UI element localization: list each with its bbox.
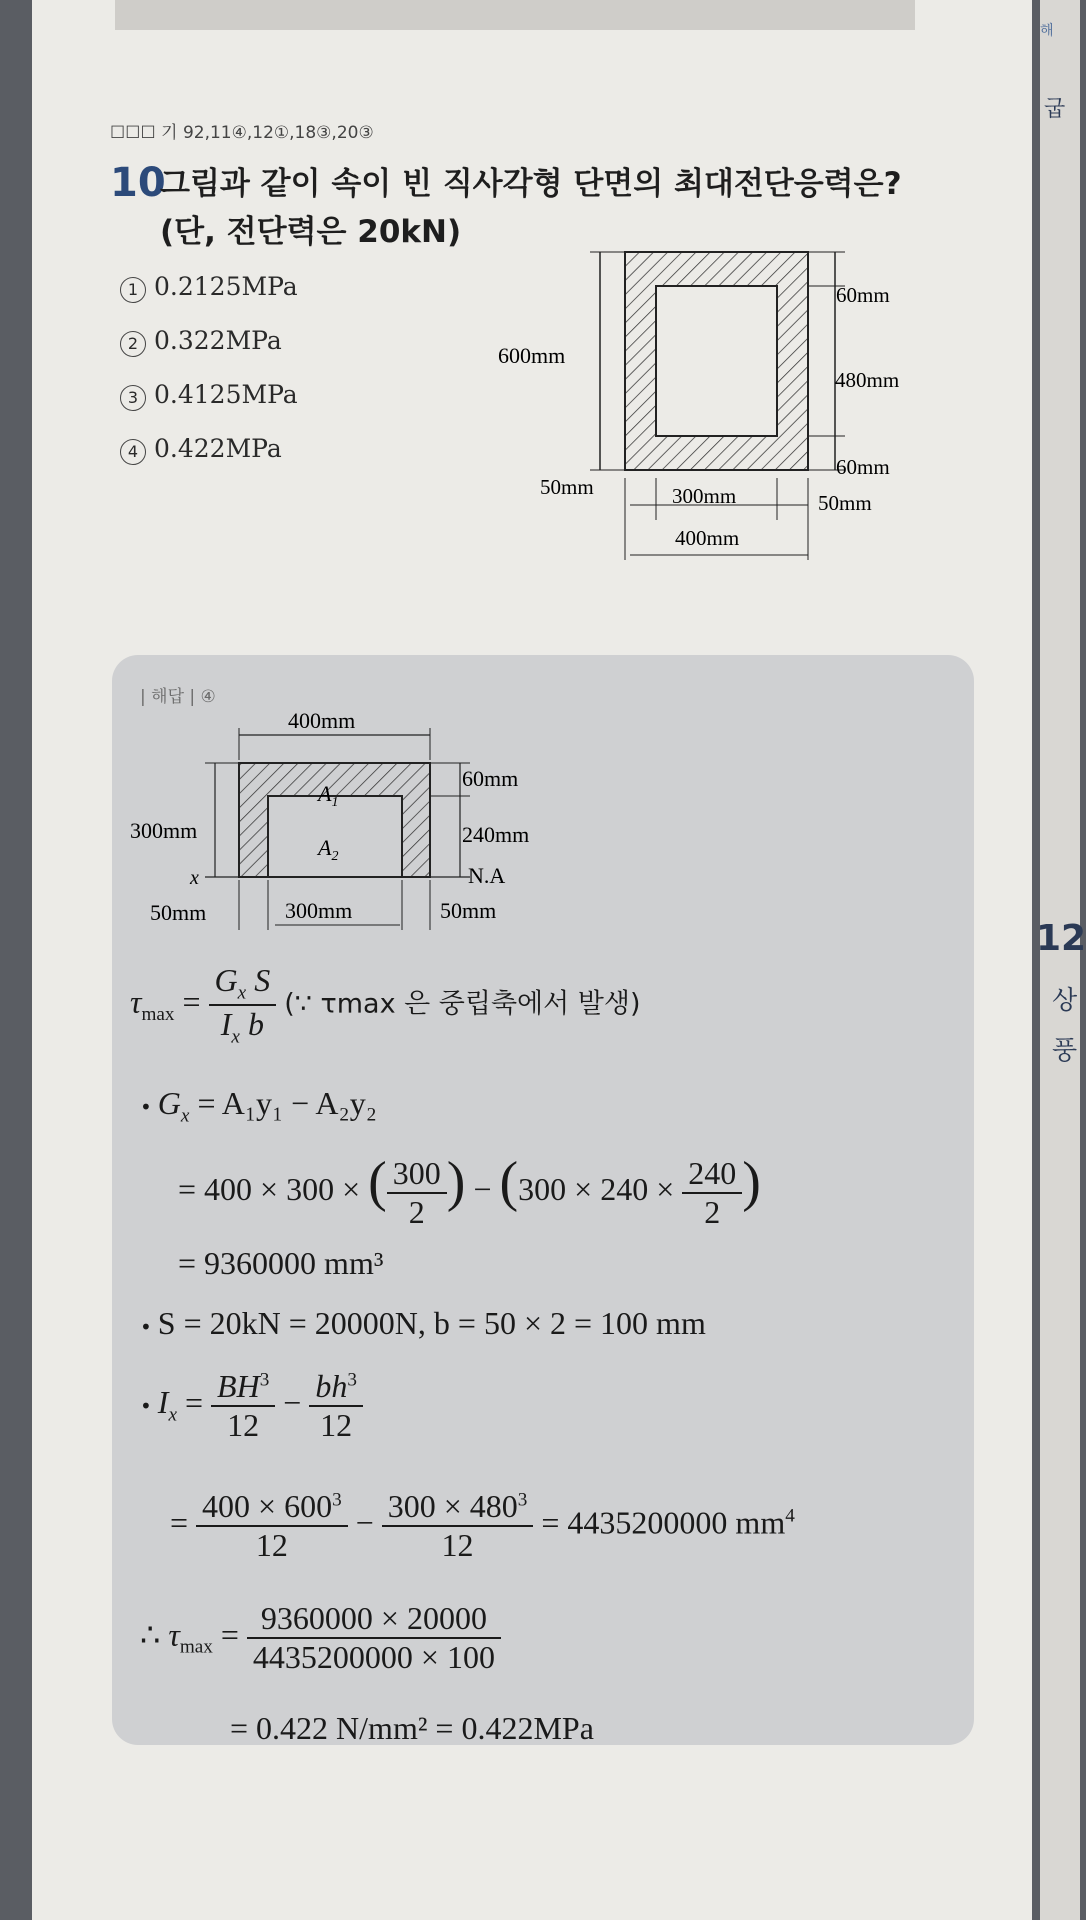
choice-1: 1 0.2125MPa bbox=[120, 272, 298, 303]
fig2-a2: $A_2$ bbox=[318, 835, 339, 864]
choice-2: 2 0.322MPa bbox=[120, 326, 282, 357]
label-left-50: 50mm bbox=[540, 475, 594, 499]
question-meta: ☐☐☐ 기 92,11④,12①,18③,20③ bbox=[110, 123, 374, 143]
shear-and-width: • S = 20kN = 20000N, b = 50 × 2 = 100 mm bbox=[140, 1305, 706, 1341]
choice-4: 4 0.422MPa bbox=[120, 434, 282, 465]
label-right-50: 50mm bbox=[818, 491, 872, 515]
choice-3: 3 0.4125MPa bbox=[120, 380, 298, 411]
label-top-60: 60mm bbox=[836, 283, 890, 307]
gx-calculation: = 400 × 300 × ( $\frac{300}{2}$ ) − (300 × 240 × $\frac{240}{2}$ ) bbox=[178, 1151, 761, 1230]
label-400: 400mm bbox=[675, 526, 740, 550]
label-480: 480mm bbox=[835, 368, 900, 392]
fig2-na: N.A bbox=[468, 863, 506, 888]
next-page-char-2: 풍 bbox=[1052, 1036, 1078, 1066]
fig2-top: 60mm bbox=[462, 766, 519, 791]
fig2-right: 50mm bbox=[440, 898, 497, 923]
fig2-center: 300mm bbox=[285, 898, 353, 923]
next-page-text: 굽 bbox=[1044, 97, 1066, 122]
fig2-inner: 240mm bbox=[462, 822, 530, 847]
tau-max-formula: $\tau_{max}$ = $\frac{G_x S}{I_x b}$ (∵ τmax 은 중립축에서 발생) bbox=[130, 962, 641, 1048]
next-page-label: 해 bbox=[1040, 23, 1054, 39]
question-number: 10 bbox=[110, 160, 166, 206]
next-page-char-1: 상 bbox=[1052, 986, 1078, 1016]
label-600: 600mm bbox=[498, 343, 566, 368]
label-bottom-60: 60mm bbox=[836, 455, 890, 479]
fig2-half-height: 300mm bbox=[130, 818, 198, 843]
next-question-number: 12 bbox=[1036, 918, 1086, 959]
fig2-width: 400mm bbox=[288, 708, 356, 733]
ix-definition: • $I_x$ = $\frac{BH^3}{12}$ − $\frac{bh^3}{12}$ bbox=[140, 1368, 363, 1444]
ix-calculation: = $\frac{400 \times 600^3}{12}$ − $\frac{300 \times 480^3}{12}$ = 4435200000 $mm^4$ bbox=[170, 1488, 795, 1563]
fig2-x: x bbox=[190, 867, 199, 889]
question-text: 그림과 같이 속이 빈 직사각형 단면의 최대전단응력은? (단, 전단력은 20kN) bbox=[160, 166, 902, 250]
tau-result: = 0.422 N/mm² = 0.422MPa bbox=[230, 1710, 594, 1746]
label-300: 300mm bbox=[672, 484, 737, 508]
gx-definition: • $G_x = A_1y_1 - A_2y_2$ bbox=[140, 1085, 377, 1127]
fig2-left: 50mm bbox=[150, 900, 207, 925]
tau-calculation: ∴ $\tau_{max}$ = $\frac{9360000 \times 20000}{4435200000 \times 100}$ bbox=[140, 1600, 501, 1676]
gx-result: = 9360000 mm³ bbox=[178, 1245, 384, 1281]
solution-label: | 해답 | ④ bbox=[140, 687, 216, 707]
fig2-a1: $A_1$ bbox=[318, 781, 339, 810]
